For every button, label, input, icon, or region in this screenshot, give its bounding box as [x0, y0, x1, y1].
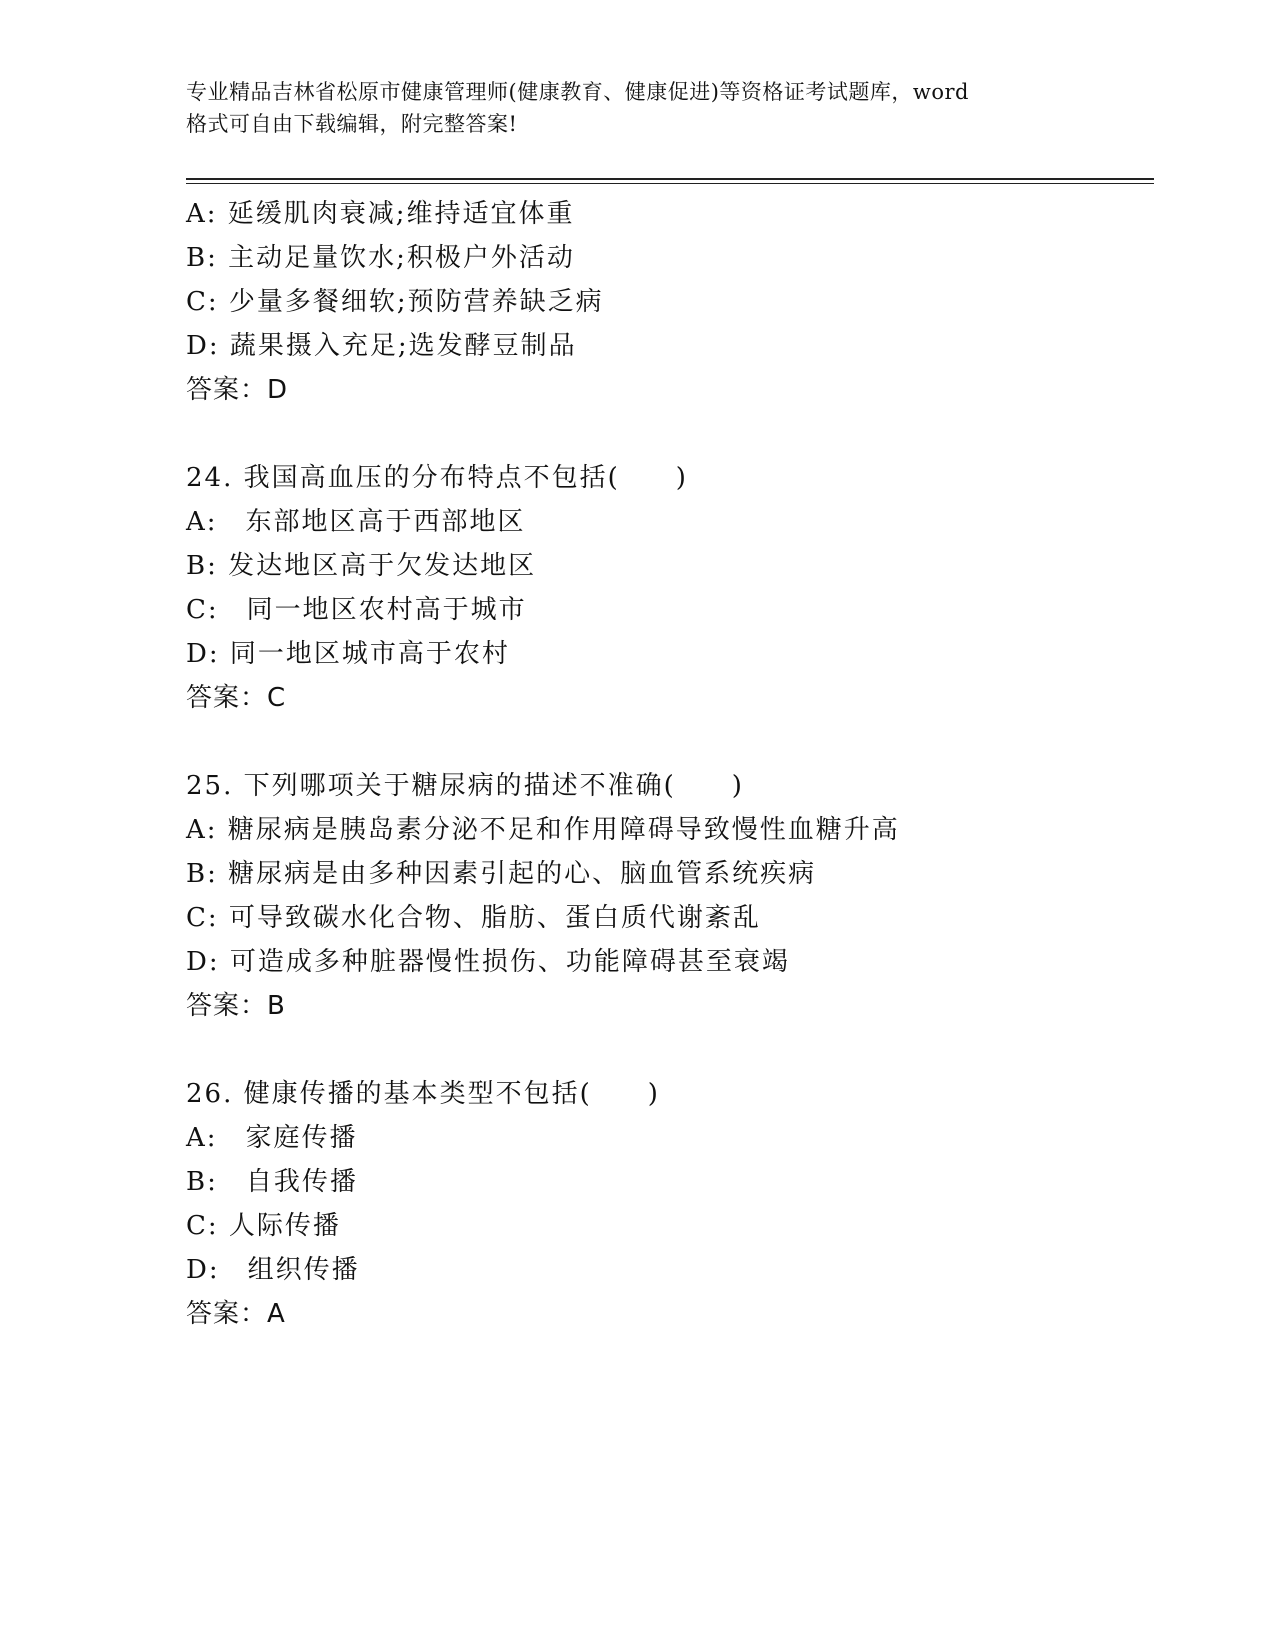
- header-line-1: 专业精品吉林省松原市健康管理师(健康教育、健康促进)等资格证考试题库，word: [186, 80, 969, 104]
- q23-option-c: C: 少量多餐细软;预防营养缺乏病: [186, 287, 604, 317]
- q24-option-d: D: 同一地区城市高于农村: [186, 639, 510, 669]
- q25-option-c: C: 可导致碳水化合物、脂肪、蛋白质代谢紊乱: [186, 903, 761, 933]
- q23-option-b: B: 主动足量饮水;积极户外活动: [186, 243, 575, 273]
- q23-answer: 答案：D: [186, 375, 289, 405]
- q26-option-b: B: 自我传播: [186, 1167, 358, 1197]
- q25-answer: 答案：B: [186, 991, 286, 1021]
- q25-stem: 25. 下列哪项关于糖尿病的描述不准确( ): [186, 771, 744, 801]
- q23-option-a: A: 延缓肌肉衰减;维持适宜体重: [186, 199, 575, 229]
- q25-option-a: A: 糖尿病是胰岛素分泌不足和作用障碍导致慢性血糖升高: [186, 815, 900, 845]
- q24-option-a: A: 东部地区高于西部地区: [186, 507, 526, 537]
- header-divider-thin: [186, 183, 1154, 184]
- q24-option-c: C: 同一地区农村高于城市: [186, 595, 527, 625]
- q24-answer: 答案：C: [186, 683, 287, 713]
- q26-stem: 26. 健康传播的基本类型不包括( ): [186, 1079, 660, 1109]
- q26-option-d: D: 组织传播: [186, 1255, 360, 1285]
- q25-option-d: D: 可造成多种脏器慢性损伤、功能障碍甚至衰竭: [186, 947, 790, 977]
- q26-option-c: C: 人际传播: [186, 1211, 341, 1241]
- q26-option-a: A: 家庭传播: [186, 1123, 358, 1153]
- q25-option-b: B: 糖尿病是由多种因素引起的心、脑血管系统疾病: [186, 859, 817, 889]
- header-line-2: 格式可自由下载编辑，附完整答案!: [186, 112, 518, 136]
- q24-stem: 24. 我国高血压的分布特点不包括( ): [186, 463, 688, 493]
- header-divider-thick: [186, 178, 1154, 180]
- document-header: [186, 76, 1086, 140]
- q23-option-d: D: 蔬果摄入充足;选发酵豆制品: [186, 331, 577, 361]
- q24-option-b: B: 发达地区高于欠发达地区: [186, 551, 537, 581]
- q26-answer: 答案：A: [186, 1299, 286, 1329]
